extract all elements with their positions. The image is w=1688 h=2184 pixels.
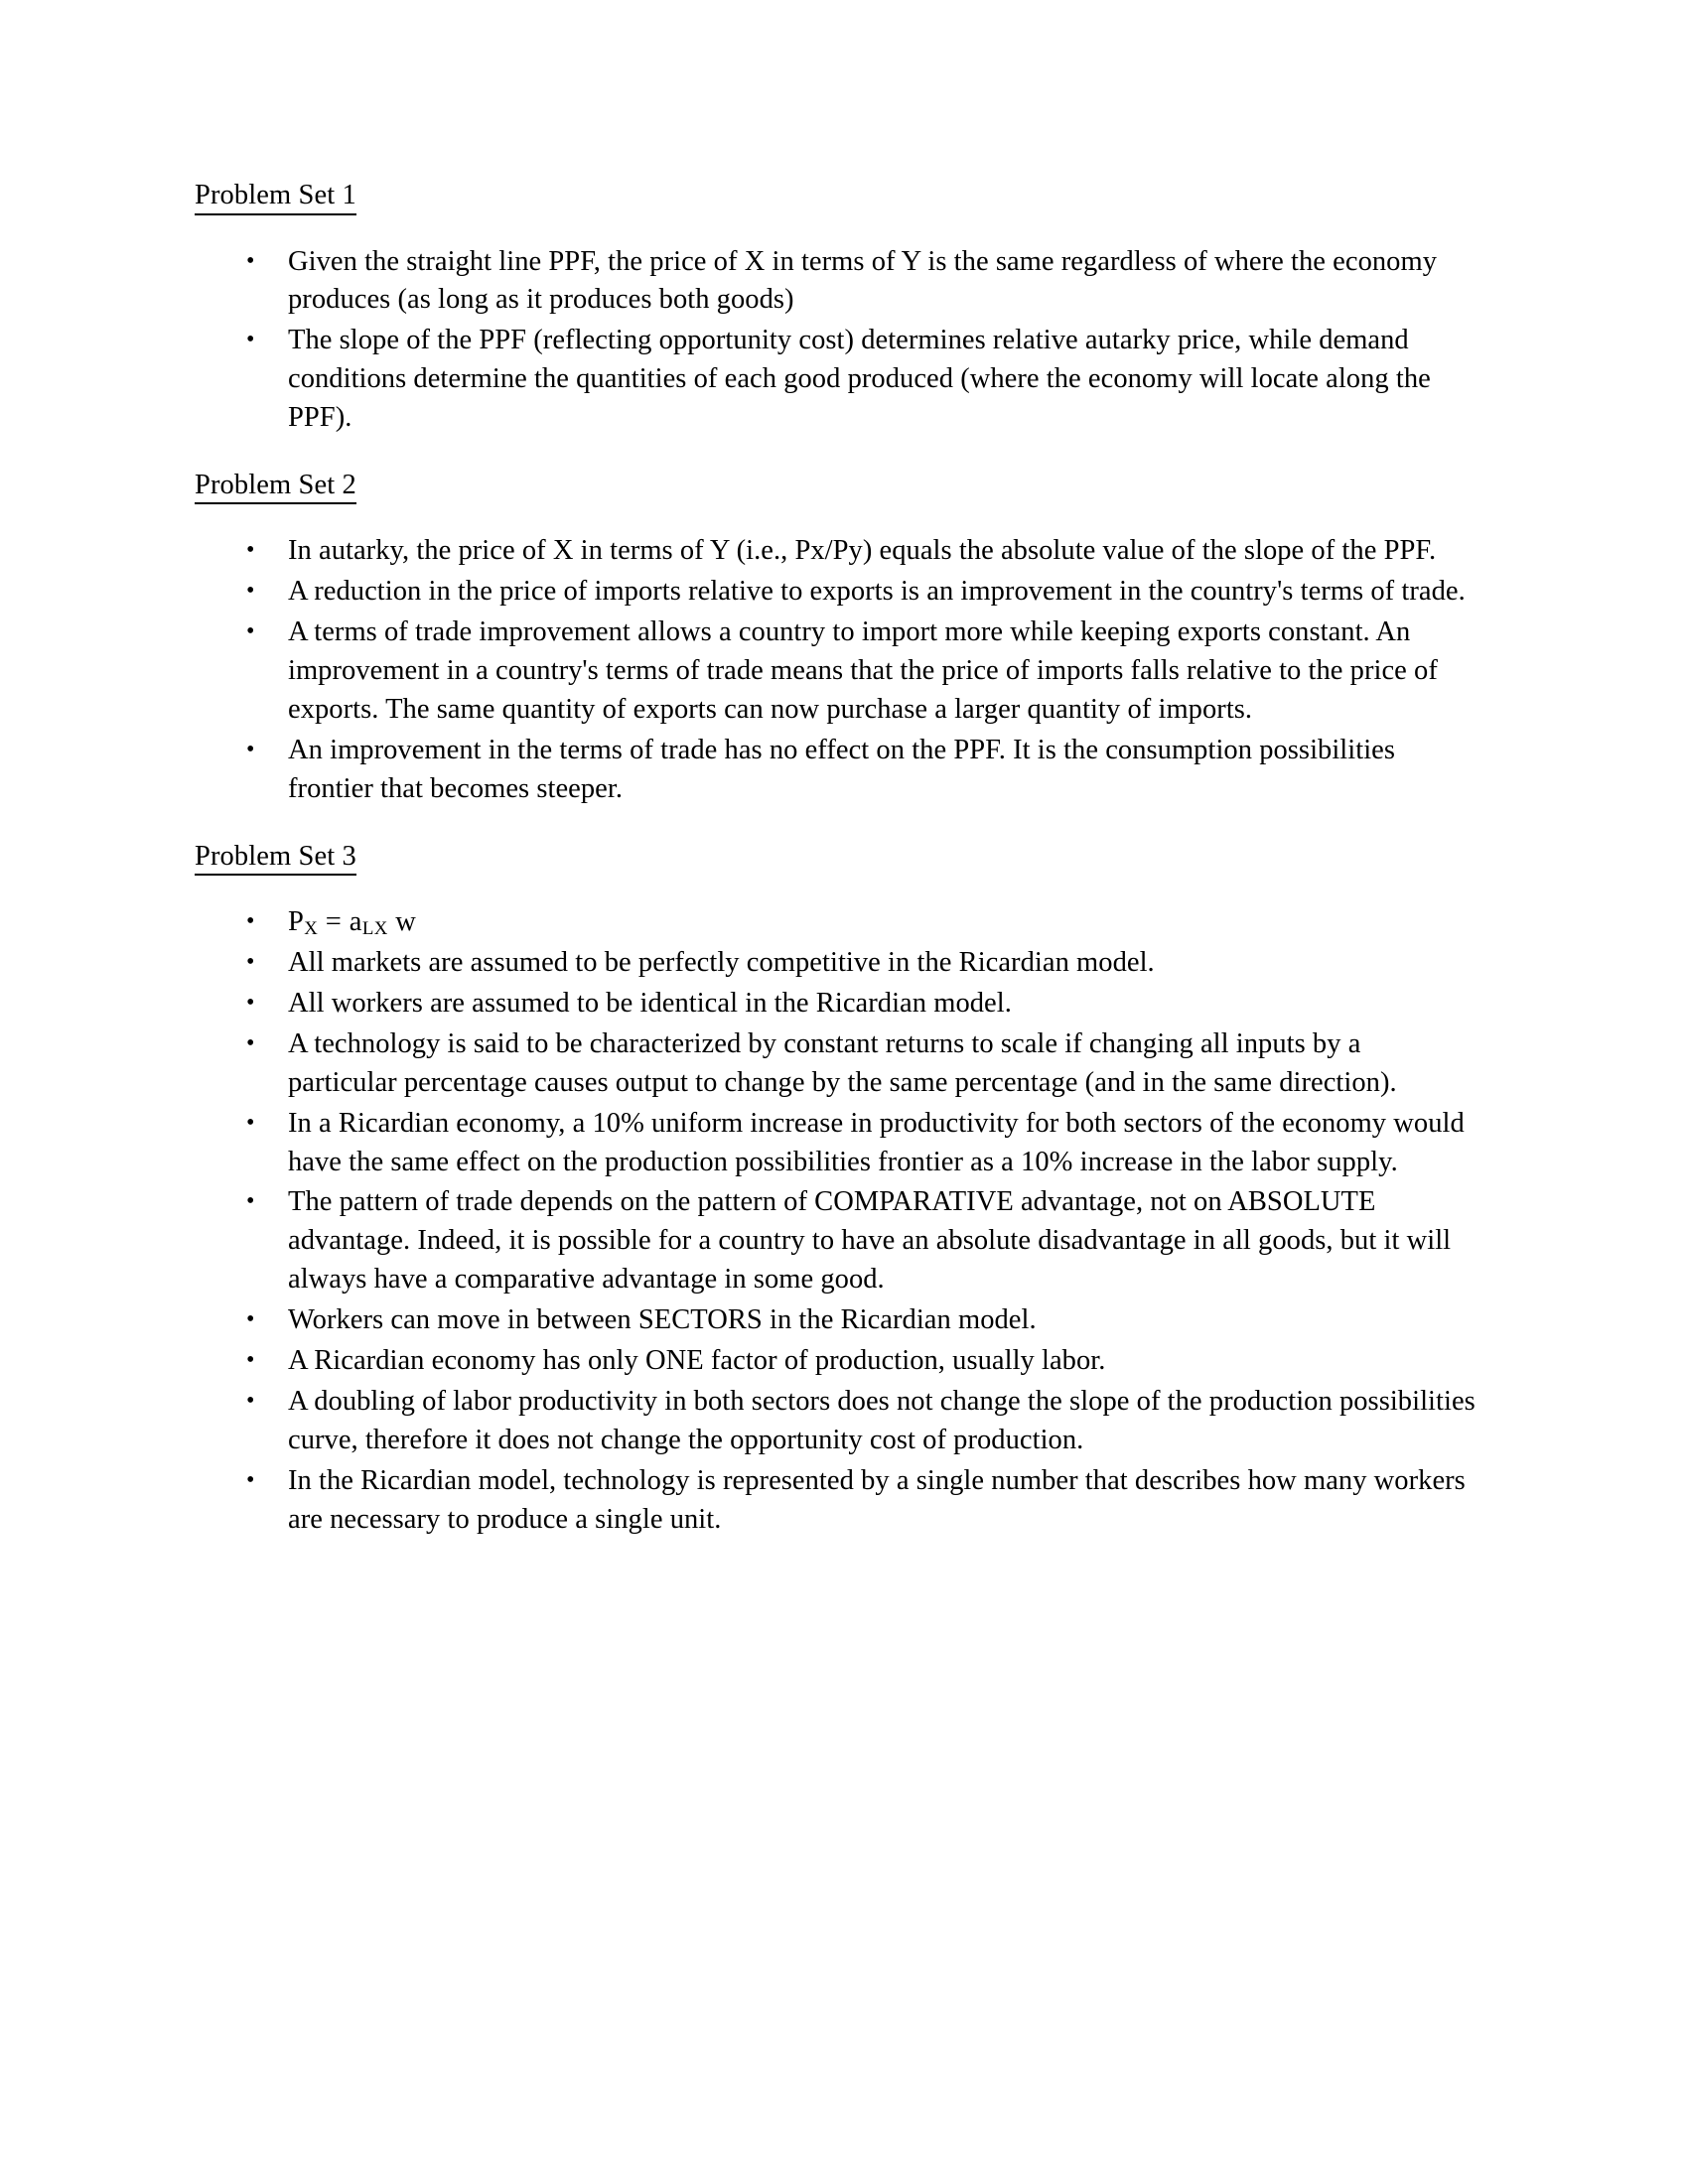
list-item-formula (195, 903, 1476, 942)
list-item (195, 1025, 1476, 1103)
formula-p-subscript: X (304, 918, 319, 940)
section-problem-set-1 (195, 182, 1476, 438)
section-heading-problem-set-1 (195, 182, 356, 215)
bullet-list-problem-set-1 (195, 243, 1476, 438)
list-item (195, 573, 1476, 612)
formula-a: a (349, 906, 362, 938)
section-problem-set-2 (195, 469, 1476, 809)
list-item (195, 944, 1476, 983)
list-item (195, 532, 1476, 571)
list-item-text: • A terms of trade improvement allows a country to import more while keeping exports constant. An improvement in a country's terms of trade means that the price of imports falls relative to the price of exports. The same quantity of exports can now purchase a larger quantity of imports. (288, 616, 1438, 726)
bullet-list-problem-set-3 (195, 903, 1476, 1539)
list-item-text: • A doubling of labor productivity in both sectors does not change the slope of the production possibilities curve, therefore it does not change the opportunity cost of production. (288, 1385, 1476, 1455)
bullet-list-problem-set-2 (195, 532, 1476, 808)
formula-p: P (288, 906, 305, 938)
list-item (195, 1105, 1476, 1182)
list-item (195, 322, 1476, 438)
list-item-text: • A Ricardian economy has only ONE factor of production, usually labor. (288, 1344, 1106, 1376)
list-item (195, 1342, 1476, 1381)
formula-price-equation (288, 903, 1476, 942)
list-item-text: • All workers are assumed to be identical in the Ricardian model. (288, 987, 1012, 1019)
list-item-text: • In a Ricardian economy, a 10% uniform increase in productivity for both sectors of the economy would have the same effect on the production possibilities frontier as a 10% increase in the labor supply. (288, 1107, 1465, 1177)
formula-a-subscript: LX (361, 918, 388, 940)
list-item (195, 1383, 1476, 1460)
list-item (195, 614, 1476, 730)
section-problem-set-3 (195, 840, 1476, 1540)
list-item (195, 1301, 1476, 1340)
list-item-text: • In the Ricardian model, technology is represented by a single number that describes how many workers are necessary to produce a single unit. (288, 1464, 1466, 1535)
list-item-text: • A reduction in the price of imports relative to exports is an improvement in the country's terms of trade. (288, 576, 1466, 608)
list-item (195, 985, 1476, 1024)
list-item (195, 1183, 1476, 1299)
section-heading-text: Problem Set 2 (195, 472, 356, 505)
list-item (195, 1462, 1476, 1540)
list-item-text: • The slope of the PPF (reflecting opportunity cost) determines relative autarky price, while demand conditions determine the quantities of each good produced (where the economy will locate along the PPF). (288, 325, 1431, 434)
list-item (195, 243, 1476, 321)
list-item-text: • Workers can move in between SECTORS in the Ricardian model. (288, 1304, 1037, 1336)
list-item-text: • A technology is said to be characterized by constant returns to scale if changing all inputs by a particular percentage causes output to change by the same percentage (and in the same direction). (288, 1027, 1397, 1098)
section-heading-text: Problem Set 3 (195, 843, 356, 877)
section-heading-text: Problem Set 1 (195, 182, 356, 215)
section-heading-problem-set-2 (195, 469, 356, 505)
section-heading-problem-set-3 (195, 840, 356, 877)
list-item (195, 732, 1476, 809)
list-item-text: • An improvement in the terms of trade has no effect on the PPF. It is the consumption possibilities frontier that becomes steeper. (288, 734, 1396, 804)
formula-w: w (387, 906, 417, 938)
list-item-text: • Given the straight line PPF, the price of X in terms of Y is the same regardless of where the economy produces (as long as it produces both goods) (288, 245, 1437, 316)
list-item-text: • The pattern of trade depends on the pattern of COMPARATIVE advantage, not on ABSOLUTE advantage. Indeed, it is possible for a country to have an absolute disadvantage in all goods, but it will always have a comparative advantage in some good. (288, 1186, 1452, 1296)
formula-equals: = (318, 906, 350, 938)
document-body (195, 182, 1476, 1541)
list-item-text: • In autarky, the price of X in terms of Y (i.e., Px/Py) equals the absolute value of the slope of the PPF. (288, 535, 1437, 567)
list-item-text: • All markets are assumed to be perfectly competitive in the Ricardian model. (288, 947, 1155, 979)
